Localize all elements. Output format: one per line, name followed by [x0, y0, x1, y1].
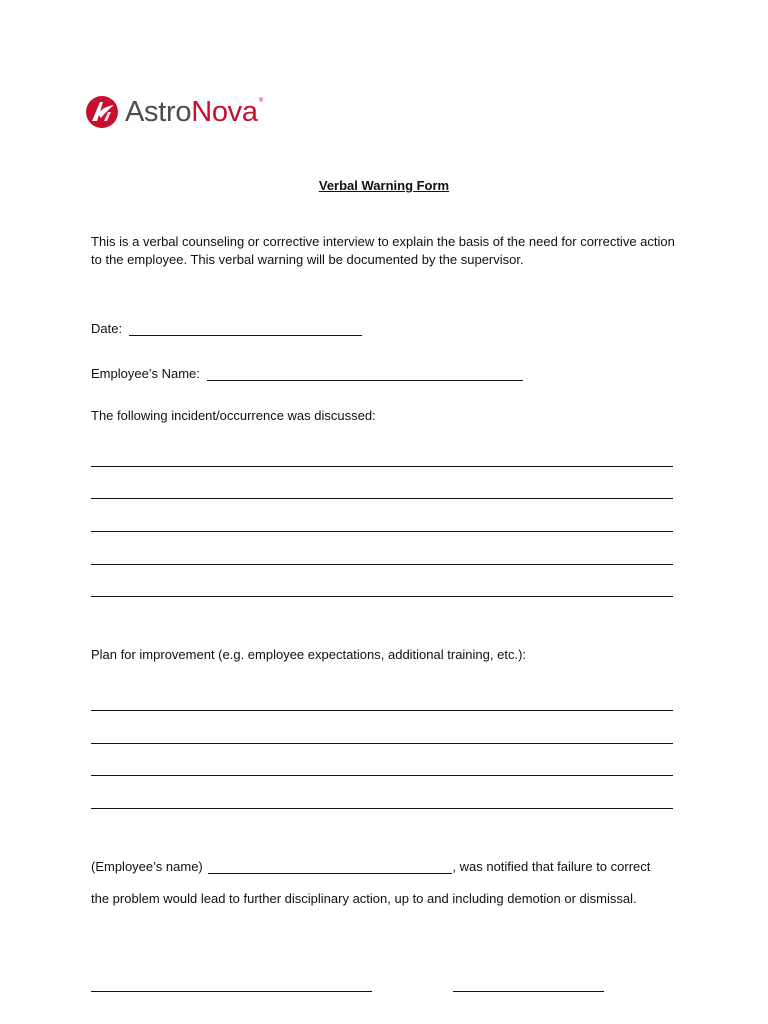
notice-line-2: the problem would lead to further disciplinary action, up to and including demotion or dismissal. — [91, 891, 637, 906]
logo-nova-text: Nova — [191, 95, 258, 128]
notice-prefix: (Employee’s name) — [91, 859, 203, 874]
date-field[interactable] — [129, 321, 362, 336]
signature-date-line[interactable] — [453, 991, 604, 992]
plan-line[interactable] — [91, 775, 673, 776]
incident-line[interactable] — [91, 596, 673, 597]
astronova-mark-icon — [84, 94, 120, 130]
incident-line[interactable] — [91, 531, 673, 532]
employee-name-field[interactable] — [207, 366, 523, 381]
incident-line[interactable] — [91, 564, 673, 565]
incident-label: The following incident/occurrence was discussed: — [91, 408, 376, 423]
notice-suffix: , was notified that failure to correct — [452, 859, 651, 874]
date-row — [91, 320, 362, 338]
intro-paragraph: This is a verbal counseling or corrective interview to explain the basis of the need for corrective action to the employee. This verbal warning will be documented by the supervisor. — [91, 234, 675, 267]
incident-line[interactable] — [91, 498, 673, 499]
plan-line[interactable] — [91, 710, 673, 711]
form-title: Verbal Warning Form — [318, 178, 450, 193]
plan-line[interactable] — [91, 743, 673, 744]
plan-label: Plan for improvement (e.g. employee expectations, additional training, etc.): — [91, 647, 527, 662]
astronova-logo — [84, 92, 263, 132]
notice-line-1 — [91, 858, 650, 876]
plan-line[interactable] — [91, 808, 673, 809]
logo-astro-text: Astro — [125, 95, 192, 128]
employee-name-row — [91, 365, 523, 383]
registered-mark: ® — [258, 97, 263, 104]
employee-name-label: Employee’s Name: — [91, 366, 200, 381]
notice-employee-name-field[interactable] — [208, 859, 452, 874]
logo-wordmark — [125, 95, 263, 128]
incident-line[interactable] — [91, 466, 673, 467]
date-label: Date: — [91, 321, 123, 336]
signature-line[interactable] — [91, 991, 372, 992]
